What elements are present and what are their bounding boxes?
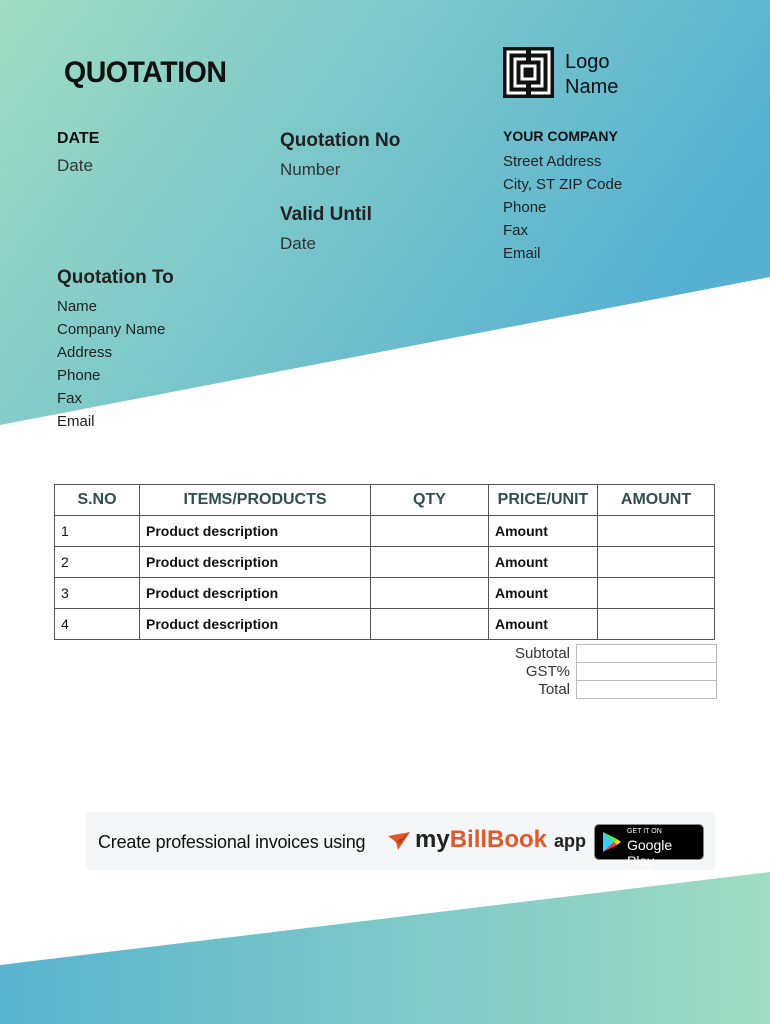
totals-block bbox=[480, 644, 717, 698]
google-play-icon bbox=[603, 832, 621, 852]
cell-qty[interactable] bbox=[371, 609, 489, 640]
cell-item[interactable]: Product description bbox=[140, 547, 371, 578]
cell-sno[interactable]: 4 bbox=[55, 609, 140, 640]
company-fax: Fax bbox=[503, 222, 529, 239]
store-small-text: GET IT ON bbox=[627, 828, 662, 835]
cell-item[interactable]: Product description bbox=[140, 609, 371, 640]
date-value: Date bbox=[57, 156, 93, 175]
table-row bbox=[55, 516, 715, 547]
header-sno: S.NO bbox=[55, 485, 140, 516]
quotation-no-label: Quotation No bbox=[280, 130, 401, 151]
logo-line1: Logo bbox=[565, 51, 610, 73]
cell-sno[interactable]: 1 bbox=[55, 516, 140, 547]
cell-item[interactable]: Product description bbox=[140, 578, 371, 609]
brand-logo bbox=[415, 826, 547, 854]
logo-icon bbox=[503, 47, 554, 98]
cell-amount[interactable] bbox=[598, 609, 715, 640]
brand-part2: BillBook bbox=[449, 826, 548, 853]
total-row bbox=[480, 680, 717, 698]
client-company: Company Name bbox=[57, 321, 166, 338]
company-phone: Phone bbox=[503, 199, 547, 216]
cell-price[interactable]: Amount bbox=[489, 547, 598, 578]
valid-until-label: Valid Until bbox=[280, 204, 372, 225]
cell-item[interactable]: Product description bbox=[140, 516, 371, 547]
gst-field[interactable] bbox=[576, 662, 717, 681]
company-email: Email bbox=[503, 245, 541, 262]
company-label: YOUR COMPANY bbox=[503, 128, 618, 144]
table-row bbox=[55, 578, 715, 609]
brand-part1: my bbox=[415, 826, 450, 853]
client-name: Name bbox=[57, 298, 98, 315]
store-big-text: Google Play bbox=[627, 837, 673, 869]
paper-plane-icon bbox=[388, 830, 410, 852]
google-play-button[interactable] bbox=[594, 824, 704, 869]
header-price: PRICE/UNIT bbox=[489, 485, 598, 516]
table-row bbox=[55, 609, 715, 640]
banner-text: Create professional invoices using bbox=[98, 832, 366, 852]
cell-price[interactable]: Amount bbox=[489, 516, 598, 547]
company-block bbox=[503, 128, 622, 265]
cell-qty[interactable] bbox=[371, 547, 489, 578]
table-row bbox=[55, 547, 715, 578]
client-fax: Fax bbox=[57, 390, 83, 407]
quotation-no-value: Number bbox=[280, 160, 341, 179]
banner-app-word: app bbox=[554, 831, 587, 851]
header-items: ITEMS/PRODUCTS bbox=[140, 485, 371, 516]
subtotal-row bbox=[480, 644, 717, 662]
header-amount: AMOUNT bbox=[598, 485, 715, 516]
document-title: QUOTATION bbox=[64, 56, 227, 89]
company-city: City, ST ZIP Code bbox=[503, 176, 623, 193]
valid-until-value: Date bbox=[280, 234, 316, 253]
company-street: Street Address bbox=[503, 153, 602, 170]
cell-price[interactable]: Amount bbox=[489, 609, 598, 640]
client-email: Email bbox=[57, 413, 95, 430]
client-phone: Phone bbox=[57, 367, 101, 384]
subtotal-label: Subtotal bbox=[514, 644, 570, 662]
header-qty: QTY bbox=[371, 485, 489, 516]
gst-label: GST% bbox=[525, 662, 570, 680]
cell-amount[interactable] bbox=[598, 547, 715, 578]
date-label: DATE bbox=[57, 130, 100, 147]
quotation-to-label: Quotation To bbox=[57, 267, 174, 288]
table-header-row bbox=[55, 485, 715, 516]
subtotal-field[interactable] bbox=[576, 644, 717, 663]
cell-qty[interactable] bbox=[371, 516, 489, 547]
cell-amount[interactable] bbox=[598, 578, 715, 609]
logo-name bbox=[565, 50, 618, 100]
gst-row bbox=[480, 662, 717, 680]
client-address: Address bbox=[57, 344, 113, 361]
cell-sno[interactable]: 2 bbox=[55, 547, 140, 578]
cell-price[interactable]: Amount bbox=[489, 578, 598, 609]
promo-banner[interactable] bbox=[86, 812, 715, 870]
footer-background bbox=[0, 860, 770, 1024]
total-field[interactable] bbox=[576, 680, 717, 699]
cell-amount[interactable] bbox=[598, 516, 715, 547]
items-table bbox=[54, 484, 715, 640]
logo-line2: Name bbox=[565, 76, 619, 98]
cell-qty[interactable] bbox=[371, 578, 489, 609]
cell-sno[interactable]: 3 bbox=[55, 578, 140, 609]
total-label: Total bbox=[538, 680, 570, 698]
quotation-to-block bbox=[57, 267, 174, 433]
